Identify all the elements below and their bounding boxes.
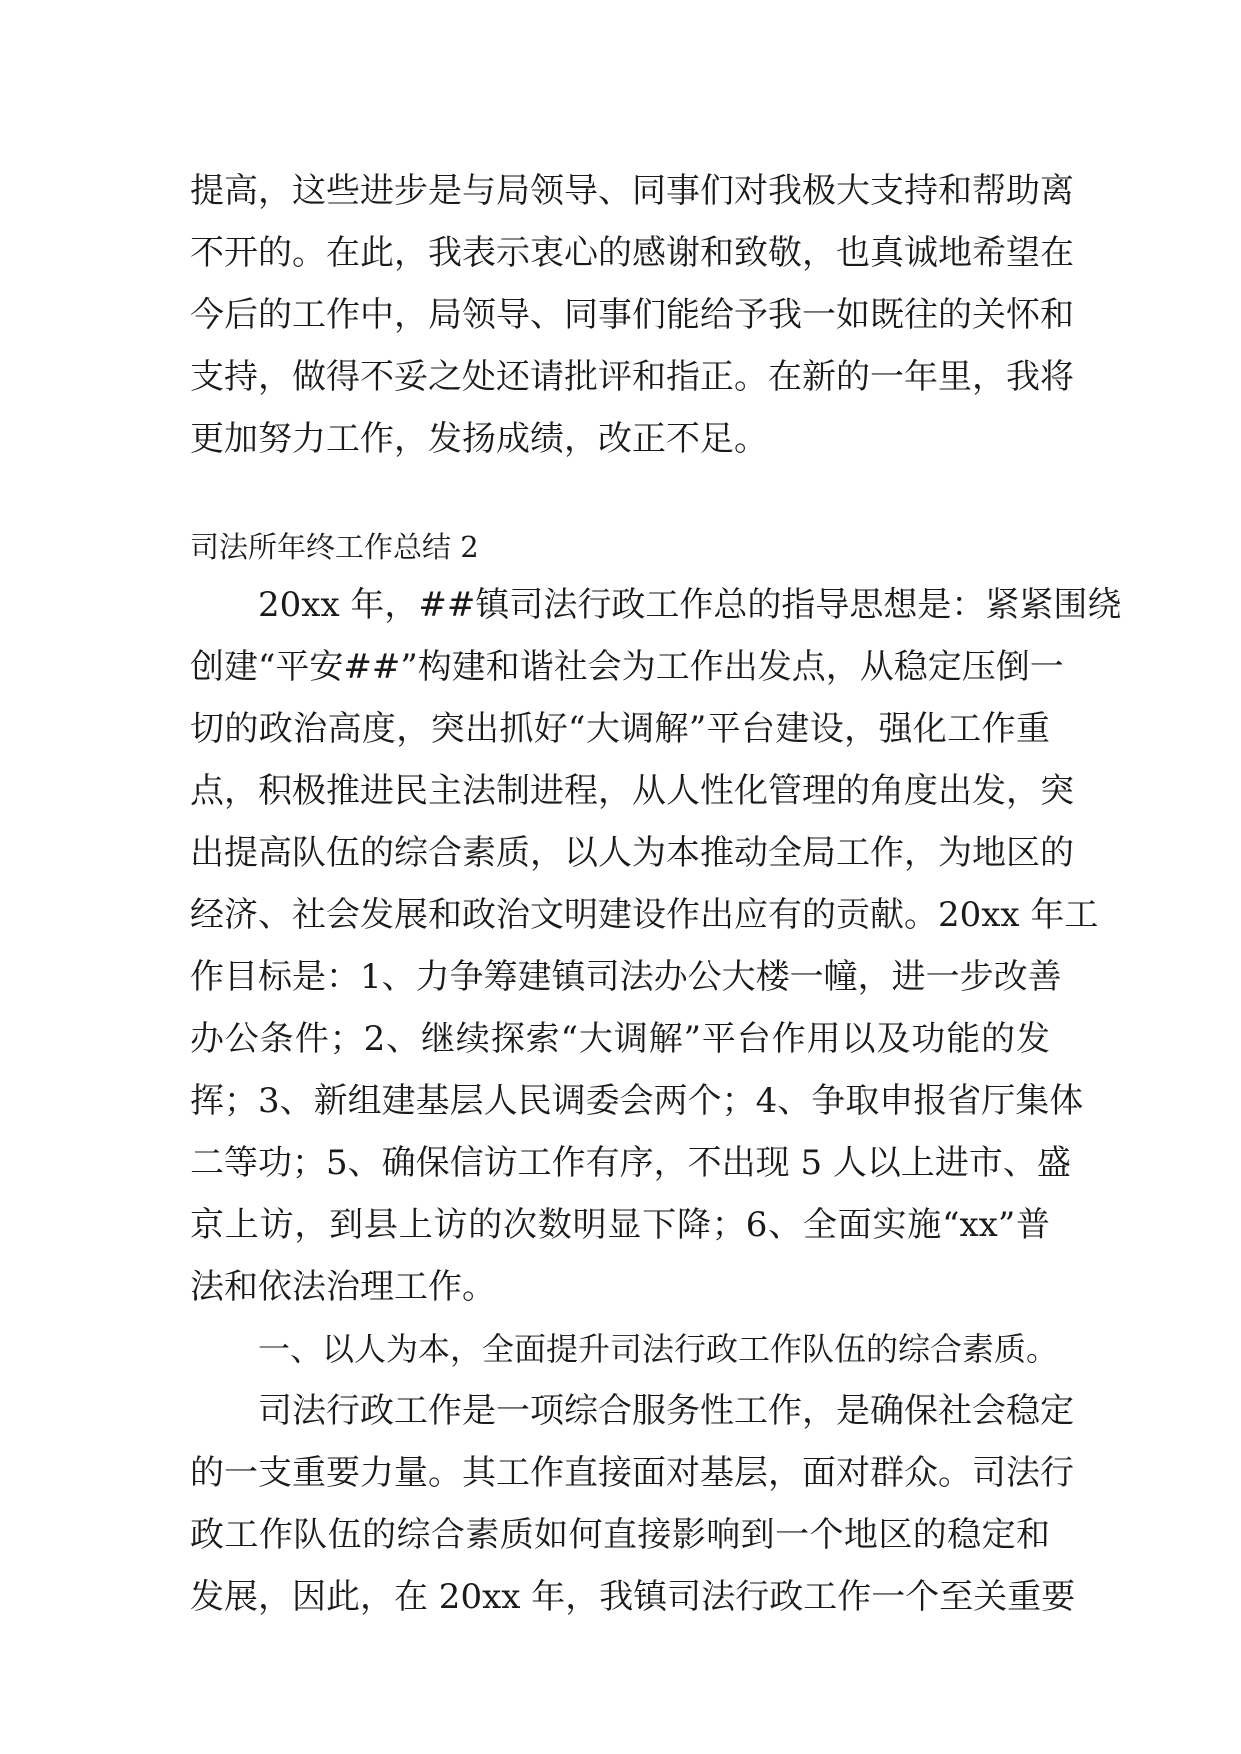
paragraph-guiding-thought (190, 574, 1122, 1318)
text-line: 出提高队伍的综合素质，以人为本推动全局工作，为地区的 (190, 833, 1074, 873)
text-line: 司法行政工作是一项综合服务性工作，是确保社会稳定 (258, 1391, 1074, 1431)
text-line: 的一支重要力量。其工作直接面对基层，面对群众。司法行 (190, 1453, 1074, 1493)
text-line: 发展，因此，在 20xx 年，我镇司法行政工作一个至关重要 (190, 1577, 1076, 1617)
text-line: 作目标是：1、力争筹建镇司法办公大楼一幢，进一步改善 (190, 957, 1062, 997)
text-line: 20xx 年，##镇司法行政工作总的指导思想是：紧紧围绕 (258, 585, 1122, 625)
text-line: 更加努力工作，发扬成绩，改正不足。 (190, 419, 768, 459)
text-line: 办公条件；2、继续探索“大调解”平台作用以及功能的发 (190, 1019, 1050, 1059)
text-line: 挥；3、新组建基层人民调委会两个；4、争取申报省厅集体 (190, 1081, 1084, 1121)
text-line: 支持，做得不妥之处还请批评和指正。在新的一年里，我将 (190, 357, 1074, 397)
text-line: 切的政治高度，突出抓好“大调解”平台建设，强化工作重 (190, 709, 1050, 749)
section-title: 司法所年终工作总结 2 (190, 530, 479, 564)
text-line: 经济、社会发展和政治文明建设作出应有的贡献。20xx 年工 (190, 895, 1099, 935)
section-heading: 一、以人为本，全面提升司法行政工作队伍的综合素质。 (258, 1330, 1059, 1368)
paragraph-section-one-heading (190, 1318, 1059, 1380)
text-line: 不开的。在此，我表示衷心的感谢和致敬，也真诚地希望在 (190, 233, 1074, 273)
text-line: 创建“平安##”构建和谐社会为工作出发点，从稳定压倒一 (190, 647, 1064, 687)
text-line: 二等功；5、确保信访工作有序，不出现 5 人以上进市、盛 (190, 1143, 1071, 1183)
paragraph-team-quality (190, 1380, 1076, 1628)
text-line: 今后的工作中，局领导、同事们能给予我一如既往的关怀和 (190, 295, 1074, 335)
text-line: 政工作队伍的综合素质如何直接影响到一个地区的稳定和 (190, 1515, 1050, 1555)
text-line: 京上访，到县上访的次数明显下降；6、全面实施“xx”普 (190, 1205, 1050, 1245)
text-line: 法和依法治理工作。 (190, 1267, 496, 1307)
text-line: 点，积极推进民主法制进程，从人性化管理的角度出发，突 (190, 771, 1074, 811)
document-page (190, 160, 1122, 1628)
text-line: 提高，这些进步是与局领导、同事们对我极大支持和帮助离 (190, 171, 1074, 211)
paragraph-closing (190, 160, 1074, 470)
